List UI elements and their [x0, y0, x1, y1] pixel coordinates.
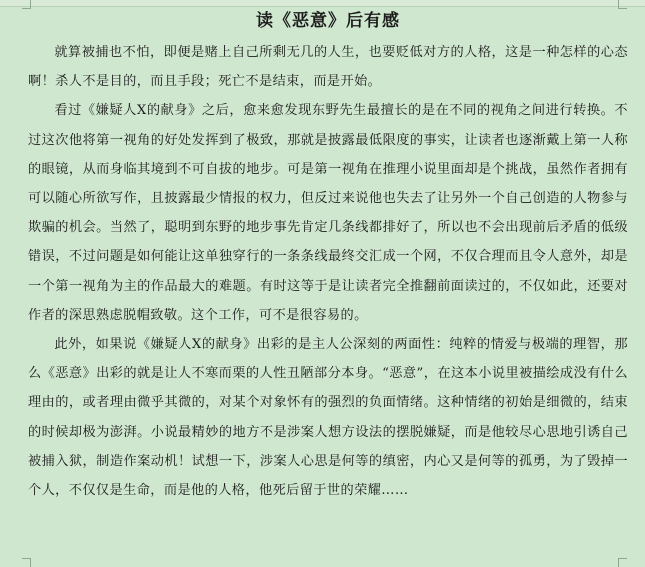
paragraph-1: 就算被捕也不怕，即便是赌上自己所剩无几的人生，也要贬低对方的人格，这是一种怎样的心态啊！杀人不是目的，而且手段；死亡不是结束，而是开始。 [28, 45, 628, 90]
page-corner-mark-bottom-right [618, 558, 627, 567]
document-body [28, 8, 628, 505]
document-title: 读《恶意》后有感 [256, 11, 400, 31]
paragraph-2: 看过《嫌疑人X的献身》之后，愈来愈发现东野先生最擅长的是在不同的视角之间进行转换。不过这次他将第一视角的好处发挥到了极致，那就是披露最低限度的事实，让读者也逐渐戴上第一人称的眼镜，从而身临其境到不可自拔的地步。可是第一视角在推理小说里面却是个挑战，虽然作者拥有可以随心所欲写作，且披露最少情报的权力，但反过来说他也失去了让另外一个自己创造的人物参与欺骗的机会。当然了，聪明到东野的地步事先肯定几条线都排好了，所以也不会出现前后矛盾的低级错误，不过问题是如何能让这单独穿行的一条条线最终交汇成一个网，不仅合理而且令人意外，却是一个第一视角为主的作品最大的难题。有时这等于是让读者完全推翻前面读过的，不仅如此，还要对作者的深思熟虑脱帽致敬。这个工作，可不是很容易的。 [28, 103, 628, 323]
page-top-strip [0, 0, 645, 7]
paragraph-3: 此外，如果说《嫌疑人X的献身》出彩的是主人公深刻的两面性：纯粹的情爱与极端的理智，那么《恶意》出彩的就是让人不寒而栗的人性丑陋部分本身。“恶意”，在这本小说里被描绘成没有什么理由的，或者理由微乎其微的，对某个对象怀有的强烈的负面情绪。这种情绪的初始是细微的，结束的时候却极为澎湃。小说最精妙的地方不是涉案人想方设法的摆脱嫌疑，而是他较尽心思地引诱自己被捕入狱，制造作案动机！试想一下，涉案人心思是何等的缜密，内心又是何等的孤勇，为了毁掉一个人，不仅仅是生命，而是他的人格，他死后留于世的荣耀…… [28, 337, 628, 499]
page-corner-mark-bottom-left [22, 558, 31, 567]
